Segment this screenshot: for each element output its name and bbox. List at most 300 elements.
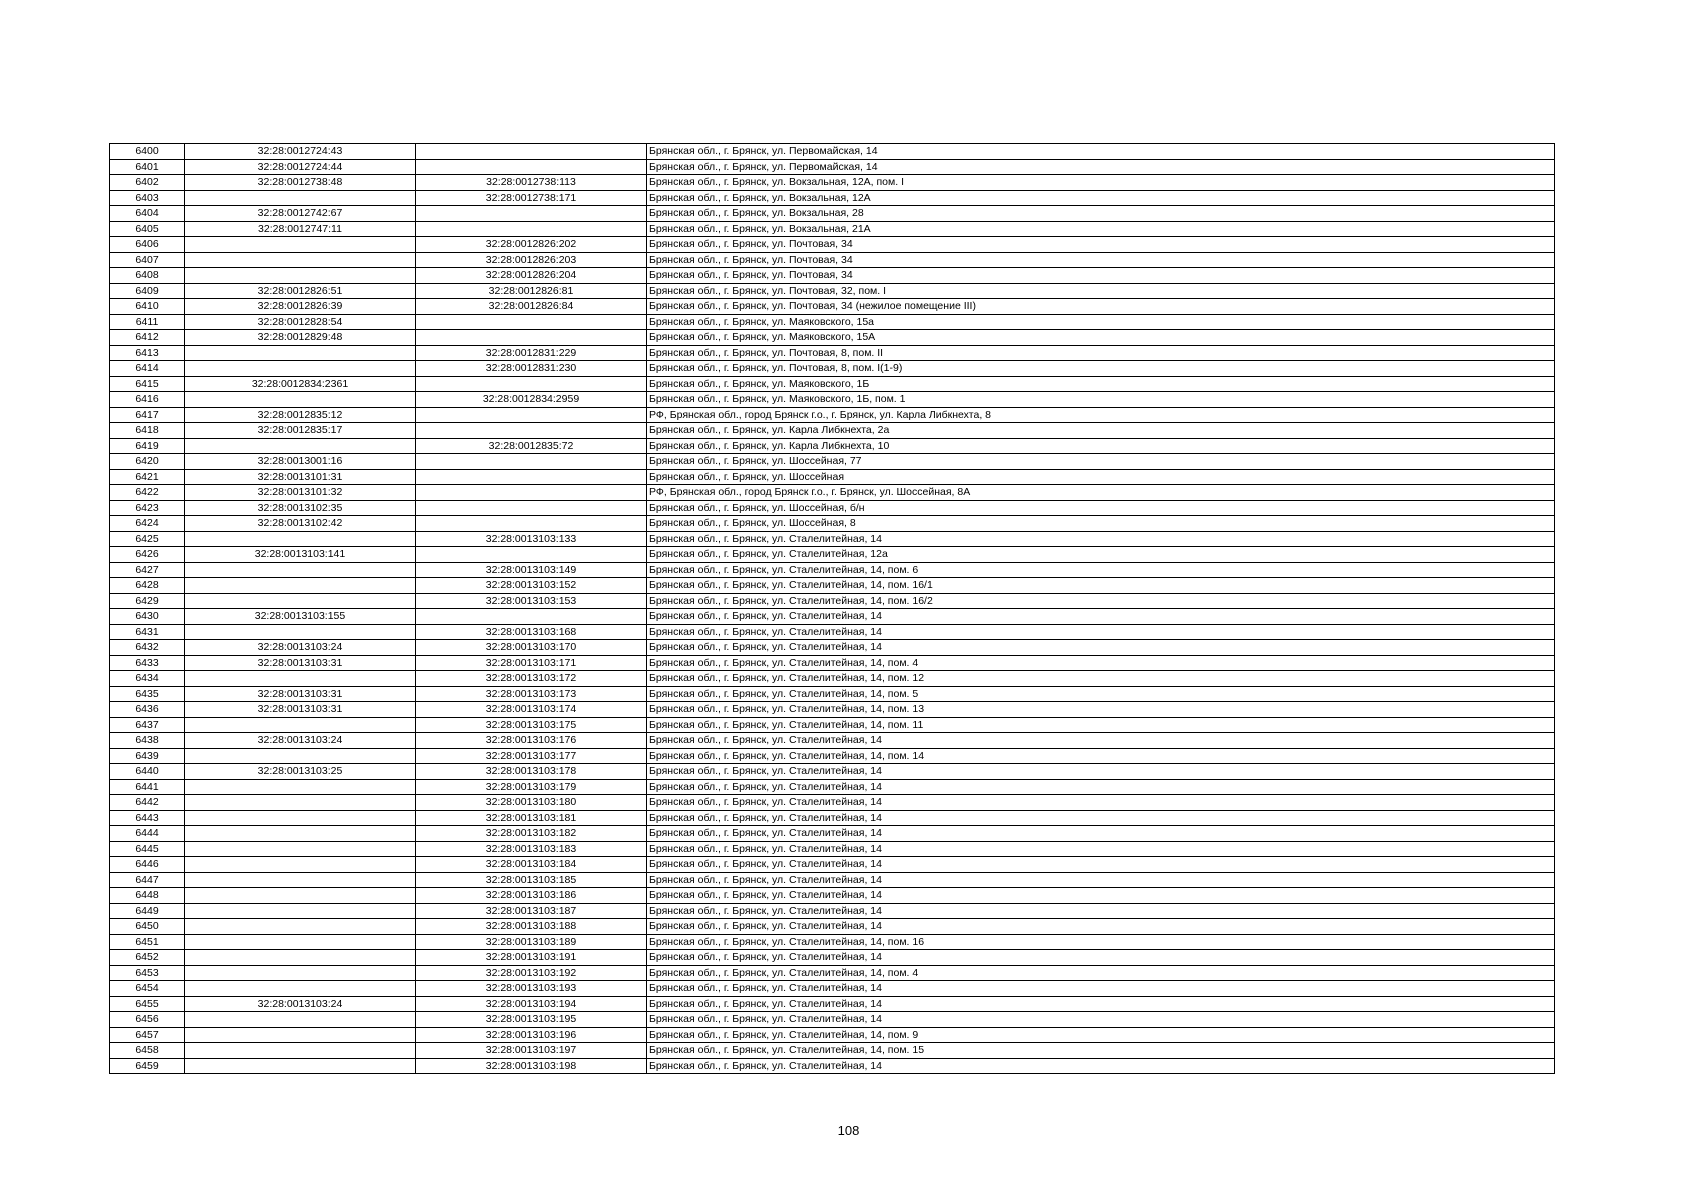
premises-cadastral-number-cell: 32:28:0013103:192 bbox=[416, 965, 647, 981]
address-cell: Брянская обл., г. Брянск, ул. Сталелитейная, 14 bbox=[647, 950, 1555, 966]
cadastral-number-cell: 32:28:0012724:43 bbox=[185, 144, 416, 160]
table-row bbox=[110, 423, 1555, 439]
row-number-cell: 6421 bbox=[110, 469, 185, 485]
row-number-cell: 6457 bbox=[110, 1027, 185, 1043]
cadastral-number-cell: 32:28:0013103:141 bbox=[185, 547, 416, 563]
address-cell: Брянская обл., г. Брянск, ул. Первомайская, 14 bbox=[647, 159, 1555, 175]
address-cell: Брянская обл., г. Брянск, ул. Вокзальная, 12А bbox=[647, 190, 1555, 206]
row-number-cell: 6440 bbox=[110, 764, 185, 780]
row-number-cell: 6416 bbox=[110, 392, 185, 408]
row-number-cell: 6412 bbox=[110, 330, 185, 346]
table-row bbox=[110, 686, 1555, 702]
cadastral-number-cell bbox=[185, 593, 416, 609]
premises-cadastral-number-cell: 32:28:0013103:178 bbox=[416, 764, 647, 780]
cadastral-number-cell bbox=[185, 531, 416, 547]
premises-cadastral-number-cell: 32:28:0012831:230 bbox=[416, 361, 647, 377]
row-number-cell: 6414 bbox=[110, 361, 185, 377]
address-cell: Брянская обл., г. Брянск, ул. Сталелитейная, 14 bbox=[647, 531, 1555, 547]
premises-cadastral-number-cell: 32:28:0013103:181 bbox=[416, 810, 647, 826]
table-row bbox=[110, 624, 1555, 640]
premises-cadastral-number-cell: 32:28:0013103:191 bbox=[416, 950, 647, 966]
table-row bbox=[110, 221, 1555, 237]
premises-cadastral-number-cell: 32:28:0013103:185 bbox=[416, 872, 647, 888]
premises-cadastral-number-cell bbox=[416, 516, 647, 532]
row-number-cell: 6453 bbox=[110, 965, 185, 981]
table-row bbox=[110, 717, 1555, 733]
table-row bbox=[110, 1012, 1555, 1028]
table-row bbox=[110, 299, 1555, 315]
row-number-cell: 6418 bbox=[110, 423, 185, 439]
cadastral-number-cell bbox=[185, 934, 416, 950]
table-row bbox=[110, 516, 1555, 532]
cadastral-number-cell bbox=[185, 950, 416, 966]
address-cell: Брянская обл., г. Брянск, ул. Сталелитейная, 12а bbox=[647, 547, 1555, 563]
table-row bbox=[110, 996, 1555, 1012]
cadastral-number-cell: 32:28:0012834:2361 bbox=[185, 376, 416, 392]
cadastral-number-cell bbox=[185, 872, 416, 888]
cadastral-number-cell bbox=[185, 857, 416, 873]
cadastral-number-cell: 32:28:0013103:24 bbox=[185, 733, 416, 749]
cadastral-number-cell: 32:28:0013101:31 bbox=[185, 469, 416, 485]
row-number-cell: 6408 bbox=[110, 268, 185, 284]
table-row bbox=[110, 779, 1555, 795]
row-number-cell: 6425 bbox=[110, 531, 185, 547]
cadastral-number-cell bbox=[185, 1027, 416, 1043]
premises-cadastral-number-cell: 32:28:0013103:186 bbox=[416, 888, 647, 904]
table-row bbox=[110, 826, 1555, 842]
row-number-cell: 6406 bbox=[110, 237, 185, 253]
address-cell: Брянская обл., г. Брянск, ул. Сталелитейная, 14, пом. 14 bbox=[647, 748, 1555, 764]
premises-cadastral-number-cell: 32:28:0013103:173 bbox=[416, 686, 647, 702]
address-cell: Брянская обл., г. Брянск, ул. Почтовая, 34 bbox=[647, 237, 1555, 253]
table-row bbox=[110, 314, 1555, 330]
premises-cadastral-number-cell: 32:28:0013103:193 bbox=[416, 981, 647, 997]
row-number-cell: 6452 bbox=[110, 950, 185, 966]
table-row bbox=[110, 376, 1555, 392]
premises-cadastral-number-cell: 32:28:0012738:171 bbox=[416, 190, 647, 206]
premises-cadastral-number-cell: 32:28:0013103:149 bbox=[416, 562, 647, 578]
table-row bbox=[110, 934, 1555, 950]
row-number-cell: 6424 bbox=[110, 516, 185, 532]
address-cell: Брянская обл., г. Брянск, ул. Шоссейная bbox=[647, 469, 1555, 485]
cadastral-number-cell bbox=[185, 578, 416, 594]
address-cell: Брянская обл., г. Брянск, ул. Вокзальная, 21А bbox=[647, 221, 1555, 237]
premises-cadastral-number-cell: 32:28:0013103:168 bbox=[416, 624, 647, 640]
premises-cadastral-number-cell: 32:28:0013103:189 bbox=[416, 934, 647, 950]
table-row bbox=[110, 671, 1555, 687]
address-cell: Брянская обл., г. Брянск, ул. Сталелитейная, 14 bbox=[647, 733, 1555, 749]
row-number-cell: 6439 bbox=[110, 748, 185, 764]
cadastral-number-cell bbox=[185, 190, 416, 206]
row-number-cell: 6449 bbox=[110, 903, 185, 919]
row-number-cell: 6456 bbox=[110, 1012, 185, 1028]
cadastral-number-cell bbox=[185, 1043, 416, 1059]
row-number-cell: 6451 bbox=[110, 934, 185, 950]
address-cell: Брянская обл., г. Брянск, ул. Сталелитейная, 14 bbox=[647, 826, 1555, 842]
table-row bbox=[110, 950, 1555, 966]
address-cell: Брянская обл., г. Брянск, ул. Сталелитейная, 14, пом. 4 bbox=[647, 965, 1555, 981]
address-cell: Брянская обл., г. Брянск, ул. Почтовая, 8, пом. II bbox=[647, 345, 1555, 361]
premises-cadastral-number-cell: 32:28:0013103:174 bbox=[416, 702, 647, 718]
premises-cadastral-number-cell: 32:28:0013103:196 bbox=[416, 1027, 647, 1043]
row-number-cell: 6443 bbox=[110, 810, 185, 826]
premises-cadastral-number-cell bbox=[416, 330, 647, 346]
cadastral-number-cell bbox=[185, 562, 416, 578]
cadastral-number-cell: 32:28:0013103:25 bbox=[185, 764, 416, 780]
cadastral-number-cell: 32:28:0013102:42 bbox=[185, 516, 416, 532]
table-row bbox=[110, 888, 1555, 904]
table-row bbox=[110, 500, 1555, 516]
cadastral-number-cell bbox=[185, 903, 416, 919]
cadastral-number-cell bbox=[185, 671, 416, 687]
table-row bbox=[110, 330, 1555, 346]
address-cell: Брянская обл., г. Брянск, ул. Почтовая, 34 bbox=[647, 268, 1555, 284]
address-cell: Брянская обл., г. Брянск, ул. Сталелитейная, 14 bbox=[647, 640, 1555, 656]
row-number-cell: 6420 bbox=[110, 454, 185, 470]
table-row bbox=[110, 407, 1555, 423]
table-row bbox=[110, 547, 1555, 563]
table-row bbox=[110, 206, 1555, 222]
address-cell: Брянская обл., г. Брянск, ул. Почтовая, 8, пом. I(1-9) bbox=[647, 361, 1555, 377]
cadastral-number-cell bbox=[185, 981, 416, 997]
cadastral-number-cell: 32:28:0012828:54 bbox=[185, 314, 416, 330]
row-number-cell: 6454 bbox=[110, 981, 185, 997]
address-cell: Брянская обл., г. Брянск, ул. Шоссейная, 8 bbox=[647, 516, 1555, 532]
address-cell: Брянская обл., г. Брянск, ул. Сталелитейная, 14, пом. 5 bbox=[647, 686, 1555, 702]
premises-cadastral-number-cell: 32:28:0013103:188 bbox=[416, 919, 647, 935]
premises-cadastral-number-cell: 32:28:0013103:170 bbox=[416, 640, 647, 656]
premises-cadastral-number-cell: 32:28:0012826:202 bbox=[416, 237, 647, 253]
row-number-cell: 6436 bbox=[110, 702, 185, 718]
cadastral-number-cell: 32:28:0012835:12 bbox=[185, 407, 416, 423]
address-cell: Брянская обл., г. Брянск, ул. Почтовая, 32, пом. I bbox=[647, 283, 1555, 299]
cadastral-number-cell bbox=[185, 826, 416, 842]
address-cell: Брянская обл., г. Брянск, ул. Сталелитейная, 14, пом. 16 bbox=[647, 934, 1555, 950]
row-number-cell: 6434 bbox=[110, 671, 185, 687]
table-row bbox=[110, 903, 1555, 919]
address-cell: Брянская обл., г. Брянск, ул. Маяковского, 1Б, пом. 1 bbox=[647, 392, 1555, 408]
cadastral-number-cell bbox=[185, 841, 416, 857]
premises-cadastral-number-cell: 32:28:0013103:182 bbox=[416, 826, 647, 842]
address-cell: Брянская обл., г. Брянск, ул. Сталелитейная, 14 bbox=[647, 981, 1555, 997]
address-cell: Брянская обл., г. Брянск, ул. Сталелитейная, 14 bbox=[647, 841, 1555, 857]
premises-cadastral-number-cell: 32:28:0013103:176 bbox=[416, 733, 647, 749]
address-cell: Брянская обл., г. Брянск, ул. Сталелитейная, 14 bbox=[647, 764, 1555, 780]
address-cell: Брянская обл., г. Брянск, ул. Маяковского, 15а bbox=[647, 314, 1555, 330]
premises-cadastral-number-cell: 32:28:0013103:180 bbox=[416, 795, 647, 811]
premises-cadastral-number-cell: 32:28:0013103:194 bbox=[416, 996, 647, 1012]
premises-cadastral-number-cell: 32:28:0013103:133 bbox=[416, 531, 647, 547]
premises-cadastral-number-cell: 32:28:0013103:153 bbox=[416, 593, 647, 609]
row-number-cell: 6435 bbox=[110, 686, 185, 702]
table-row bbox=[110, 237, 1555, 253]
cadastral-number-cell bbox=[185, 779, 416, 795]
cadastral-number-cell bbox=[185, 717, 416, 733]
address-cell: РФ, Брянская обл., город Брянск г.о., г. Брянск, ул. Шоссейная, 8А bbox=[647, 485, 1555, 501]
table-row bbox=[110, 469, 1555, 485]
cadastral-number-cell bbox=[185, 1012, 416, 1028]
table-row bbox=[110, 810, 1555, 826]
premises-cadastral-number-cell: 32:28:0013103:184 bbox=[416, 857, 647, 873]
address-cell: Брянская обл., г. Брянск, ул. Сталелитейная, 14 bbox=[647, 857, 1555, 873]
table-row bbox=[110, 190, 1555, 206]
row-number-cell: 6415 bbox=[110, 376, 185, 392]
premises-cadastral-number-cell: 32:28:0013103:195 bbox=[416, 1012, 647, 1028]
row-number-cell: 6410 bbox=[110, 299, 185, 315]
row-number-cell: 6422 bbox=[110, 485, 185, 501]
row-number-cell: 6413 bbox=[110, 345, 185, 361]
row-number-cell: 6445 bbox=[110, 841, 185, 857]
row-number-cell: 6409 bbox=[110, 283, 185, 299]
cadastral-number-cell: 32:28:0012724:44 bbox=[185, 159, 416, 175]
premises-cadastral-number-cell: 32:28:0012826:81 bbox=[416, 283, 647, 299]
address-cell: Брянская обл., г. Брянск, ул. Сталелитейная, 14, пом. 16/1 bbox=[647, 578, 1555, 594]
premises-cadastral-number-cell bbox=[416, 485, 647, 501]
row-number-cell: 6429 bbox=[110, 593, 185, 609]
cadastral-number-cell: 32:28:0013102:35 bbox=[185, 500, 416, 516]
premises-cadastral-number-cell: 32:28:0013103:177 bbox=[416, 748, 647, 764]
premises-cadastral-number-cell: 32:28:0013103:197 bbox=[416, 1043, 647, 1059]
cadastral-number-cell: 32:28:0013103:31 bbox=[185, 702, 416, 718]
table-row bbox=[110, 159, 1555, 175]
address-cell: Брянская обл., г. Брянск, ул. Сталелитейная, 14, пом. 9 bbox=[647, 1027, 1555, 1043]
address-cell: Брянская обл., г. Брянск, ул. Сталелитейная, 14 bbox=[647, 810, 1555, 826]
row-number-cell: 6430 bbox=[110, 609, 185, 625]
cadastral-number-cell bbox=[185, 268, 416, 284]
row-number-cell: 6438 bbox=[110, 733, 185, 749]
table-row bbox=[110, 919, 1555, 935]
table-row bbox=[110, 748, 1555, 764]
premises-cadastral-number-cell bbox=[416, 314, 647, 330]
table-row bbox=[110, 345, 1555, 361]
row-number-cell: 6427 bbox=[110, 562, 185, 578]
table-row bbox=[110, 531, 1555, 547]
row-number-cell: 6442 bbox=[110, 795, 185, 811]
table-row bbox=[110, 1027, 1555, 1043]
cadastral-number-cell bbox=[185, 919, 416, 935]
row-number-cell: 6404 bbox=[110, 206, 185, 222]
cadastral-number-cell: 32:28:0013103:24 bbox=[185, 996, 416, 1012]
premises-cadastral-number-cell bbox=[416, 376, 647, 392]
table-row bbox=[110, 1058, 1555, 1074]
address-cell: Брянская обл., г. Брянск, ул. Сталелитейная, 14 bbox=[647, 872, 1555, 888]
address-cell: Брянская обл., г. Брянск, ул. Карла Либкнехта, 10 bbox=[647, 438, 1555, 454]
cadastral-number-cell: 32:28:0013103:155 bbox=[185, 609, 416, 625]
table-row bbox=[110, 640, 1555, 656]
premises-cadastral-number-cell bbox=[416, 221, 647, 237]
address-cell: Брянская обл., г. Брянск, ул. Маяковского, 1Б bbox=[647, 376, 1555, 392]
cadastral-number-cell bbox=[185, 810, 416, 826]
row-number-cell: 6441 bbox=[110, 779, 185, 795]
address-cell: РФ, Брянская обл., город Брянск г.о., г. Брянск, ул. Карла Либкнехта, 8 bbox=[647, 407, 1555, 423]
premises-cadastral-number-cell: 32:28:0013103:175 bbox=[416, 717, 647, 733]
row-number-cell: 6419 bbox=[110, 438, 185, 454]
address-cell: Брянская обл., г. Брянск, ул. Сталелитейная, 14 bbox=[647, 795, 1555, 811]
premises-cadastral-number-cell bbox=[416, 206, 647, 222]
registry-table-body bbox=[110, 144, 1555, 1074]
cadastral-number-cell bbox=[185, 965, 416, 981]
table-row bbox=[110, 857, 1555, 873]
table-row bbox=[110, 872, 1555, 888]
address-cell: Брянская обл., г. Брянск, ул. Почтовая, 34 (нежилое помещение III) bbox=[647, 299, 1555, 315]
premises-cadastral-number-cell bbox=[416, 500, 647, 516]
premises-cadastral-number-cell: 32:28:0012831:229 bbox=[416, 345, 647, 361]
address-cell: Брянская обл., г. Брянск, ул. Сталелитейная, 14, пом. 12 bbox=[647, 671, 1555, 687]
table-row bbox=[110, 485, 1555, 501]
address-cell: Брянская обл., г. Брянск, ул. Сталелитейная, 14 bbox=[647, 903, 1555, 919]
row-number-cell: 6401 bbox=[110, 159, 185, 175]
row-number-cell: 6431 bbox=[110, 624, 185, 640]
table-row bbox=[110, 764, 1555, 780]
premises-cadastral-number-cell bbox=[416, 609, 647, 625]
cadastral-number-cell: 32:28:0012826:39 bbox=[185, 299, 416, 315]
row-number-cell: 6411 bbox=[110, 314, 185, 330]
premises-cadastral-number-cell: 32:28:0013103:152 bbox=[416, 578, 647, 594]
page-number: 108 bbox=[837, 1123, 860, 1138]
cadastral-number-cell: 32:28:0012835:17 bbox=[185, 423, 416, 439]
premises-cadastral-number-cell: 32:28:0013103:183 bbox=[416, 841, 647, 857]
cadastral-number-cell: 32:28:0013001:16 bbox=[185, 454, 416, 470]
cadastral-number-cell: 32:28:0012829:48 bbox=[185, 330, 416, 346]
cadastral-number-cell bbox=[185, 361, 416, 377]
address-cell: Брянская обл., г. Брянск, ул. Шоссейная, 77 bbox=[647, 454, 1555, 470]
property-registry-table bbox=[109, 143, 1555, 1074]
cadastral-number-cell: 32:28:0013103:24 bbox=[185, 640, 416, 656]
address-cell: Брянская обл., г. Брянск, ул. Сталелитейная, 14 bbox=[647, 996, 1555, 1012]
address-cell: Брянская обл., г. Брянск, ул. Почтовая, 34 bbox=[647, 252, 1555, 268]
address-cell: Брянская обл., г. Брянск, ул. Сталелитейная, 14, пом. 15 bbox=[647, 1043, 1555, 1059]
premises-cadastral-number-cell: 32:28:0012835:72 bbox=[416, 438, 647, 454]
table-row bbox=[110, 283, 1555, 299]
cadastral-number-cell: 32:28:0012738:48 bbox=[185, 175, 416, 191]
row-number-cell: 6405 bbox=[110, 221, 185, 237]
address-cell: Брянская обл., г. Брянск, ул. Вокзальная, 28 bbox=[647, 206, 1555, 222]
table-row bbox=[110, 733, 1555, 749]
row-number-cell: 6450 bbox=[110, 919, 185, 935]
address-cell: Брянская обл., г. Брянск, ул. Сталелитейная, 14 bbox=[647, 1058, 1555, 1074]
row-number-cell: 6428 bbox=[110, 578, 185, 594]
table-row bbox=[110, 841, 1555, 857]
address-cell: Брянская обл., г. Брянск, ул. Карла Либкнехта, 2а bbox=[647, 423, 1555, 439]
table-row bbox=[110, 702, 1555, 718]
premises-cadastral-number-cell bbox=[416, 469, 647, 485]
table-row bbox=[110, 981, 1555, 997]
row-number-cell: 6423 bbox=[110, 500, 185, 516]
premises-cadastral-number-cell: 32:28:0013103:198 bbox=[416, 1058, 647, 1074]
table-row bbox=[110, 175, 1555, 191]
premises-cadastral-number-cell bbox=[416, 547, 647, 563]
address-cell: Брянская обл., г. Брянск, ул. Сталелитейная, 14 bbox=[647, 888, 1555, 904]
address-cell: Брянская обл., г. Брянск, ул. Сталелитейная, 14, пом. 6 bbox=[647, 562, 1555, 578]
row-number-cell: 6407 bbox=[110, 252, 185, 268]
cadastral-number-cell: 32:28:0012826:51 bbox=[185, 283, 416, 299]
address-cell: Брянская обл., г. Брянск, ул. Сталелитейная, 14, пом. 16/2 bbox=[647, 593, 1555, 609]
table-row bbox=[110, 268, 1555, 284]
premises-cadastral-number-cell bbox=[416, 423, 647, 439]
table-row bbox=[110, 655, 1555, 671]
premises-cadastral-number-cell: 32:28:0013103:171 bbox=[416, 655, 647, 671]
table-row bbox=[110, 252, 1555, 268]
address-cell: Брянская обл., г. Брянск, ул. Сталелитейная, 14 bbox=[647, 609, 1555, 625]
row-number-cell: 6444 bbox=[110, 826, 185, 842]
row-number-cell: 6437 bbox=[110, 717, 185, 733]
address-cell: Брянская обл., г. Брянск, ул. Вокзальная, 12А, пом. I bbox=[647, 175, 1555, 191]
table-row bbox=[110, 562, 1555, 578]
premises-cadastral-number-cell: 32:28:0012738:113 bbox=[416, 175, 647, 191]
table-row bbox=[110, 593, 1555, 609]
address-cell: Брянская обл., г. Брянск, ул. Сталелитейная, 14 bbox=[647, 919, 1555, 935]
premises-cadastral-number-cell bbox=[416, 407, 647, 423]
premises-cadastral-number-cell: 32:28:0013103:187 bbox=[416, 903, 647, 919]
address-cell: Брянская обл., г. Брянск, ул. Маяковского, 15А bbox=[647, 330, 1555, 346]
row-number-cell: 6403 bbox=[110, 190, 185, 206]
table-row bbox=[110, 144, 1555, 160]
cadastral-number-cell bbox=[185, 392, 416, 408]
row-number-cell: 6448 bbox=[110, 888, 185, 904]
premises-cadastral-number-cell: 32:28:0013103:179 bbox=[416, 779, 647, 795]
table-row bbox=[110, 1043, 1555, 1059]
cadastral-number-cell: 32:28:0012742:67 bbox=[185, 206, 416, 222]
cadastral-number-cell bbox=[185, 795, 416, 811]
address-cell: Брянская обл., г. Брянск, ул. Сталелитейная, 14, пом. 11 bbox=[647, 717, 1555, 733]
address-cell: Брянская обл., г. Брянск, ул. Сталелитейная, 14, пом. 13 bbox=[647, 702, 1555, 718]
address-cell: Брянская обл., г. Брянск, ул. Сталелитейная, 14 bbox=[647, 779, 1555, 795]
cadastral-number-cell: 32:28:0013101:32 bbox=[185, 485, 416, 501]
table-row bbox=[110, 454, 1555, 470]
cadastral-number-cell: 32:28:0013103:31 bbox=[185, 686, 416, 702]
premises-cadastral-number-cell: 32:28:0012826:84 bbox=[416, 299, 647, 315]
row-number-cell: 6417 bbox=[110, 407, 185, 423]
table-row bbox=[110, 795, 1555, 811]
row-number-cell: 6400 bbox=[110, 144, 185, 160]
cadastral-number-cell bbox=[185, 624, 416, 640]
cadastral-number-cell bbox=[185, 1058, 416, 1074]
cadastral-number-cell bbox=[185, 252, 416, 268]
table-row bbox=[110, 361, 1555, 377]
row-number-cell: 6432 bbox=[110, 640, 185, 656]
premises-cadastral-number-cell: 32:28:0013103:172 bbox=[416, 671, 647, 687]
row-number-cell: 6402 bbox=[110, 175, 185, 191]
address-cell: Брянская обл., г. Брянск, ул. Первомайская, 14 bbox=[647, 144, 1555, 160]
premises-cadastral-number-cell: 32:28:0012834:2959 bbox=[416, 392, 647, 408]
cadastral-number-cell bbox=[185, 438, 416, 454]
table-row bbox=[110, 609, 1555, 625]
address-cell: Брянская обл., г. Брянск, ул. Сталелитейная, 14 bbox=[647, 624, 1555, 640]
row-number-cell: 6433 bbox=[110, 655, 185, 671]
premises-cadastral-number-cell bbox=[416, 144, 647, 160]
cadastral-number-cell bbox=[185, 345, 416, 361]
table-row bbox=[110, 965, 1555, 981]
row-number-cell: 6459 bbox=[110, 1058, 185, 1074]
table-row bbox=[110, 392, 1555, 408]
cadastral-number-cell bbox=[185, 748, 416, 764]
premises-cadastral-number-cell bbox=[416, 454, 647, 470]
address-cell: Брянская обл., г. Брянск, ул. Шоссейная, б/н bbox=[647, 500, 1555, 516]
row-number-cell: 6458 bbox=[110, 1043, 185, 1059]
table-row bbox=[110, 578, 1555, 594]
premises-cadastral-number-cell: 32:28:0012826:204 bbox=[416, 268, 647, 284]
cadastral-number-cell bbox=[185, 888, 416, 904]
cadastral-number-cell: 32:28:0012747:11 bbox=[185, 221, 416, 237]
table-row bbox=[110, 438, 1555, 454]
row-number-cell: 6455 bbox=[110, 996, 185, 1012]
premises-cadastral-number-cell bbox=[416, 159, 647, 175]
row-number-cell: 6447 bbox=[110, 872, 185, 888]
cadastral-number-cell: 32:28:0013103:31 bbox=[185, 655, 416, 671]
premises-cadastral-number-cell: 32:28:0012826:203 bbox=[416, 252, 647, 268]
cadastral-number-cell bbox=[185, 237, 416, 253]
row-number-cell: 6426 bbox=[110, 547, 185, 563]
